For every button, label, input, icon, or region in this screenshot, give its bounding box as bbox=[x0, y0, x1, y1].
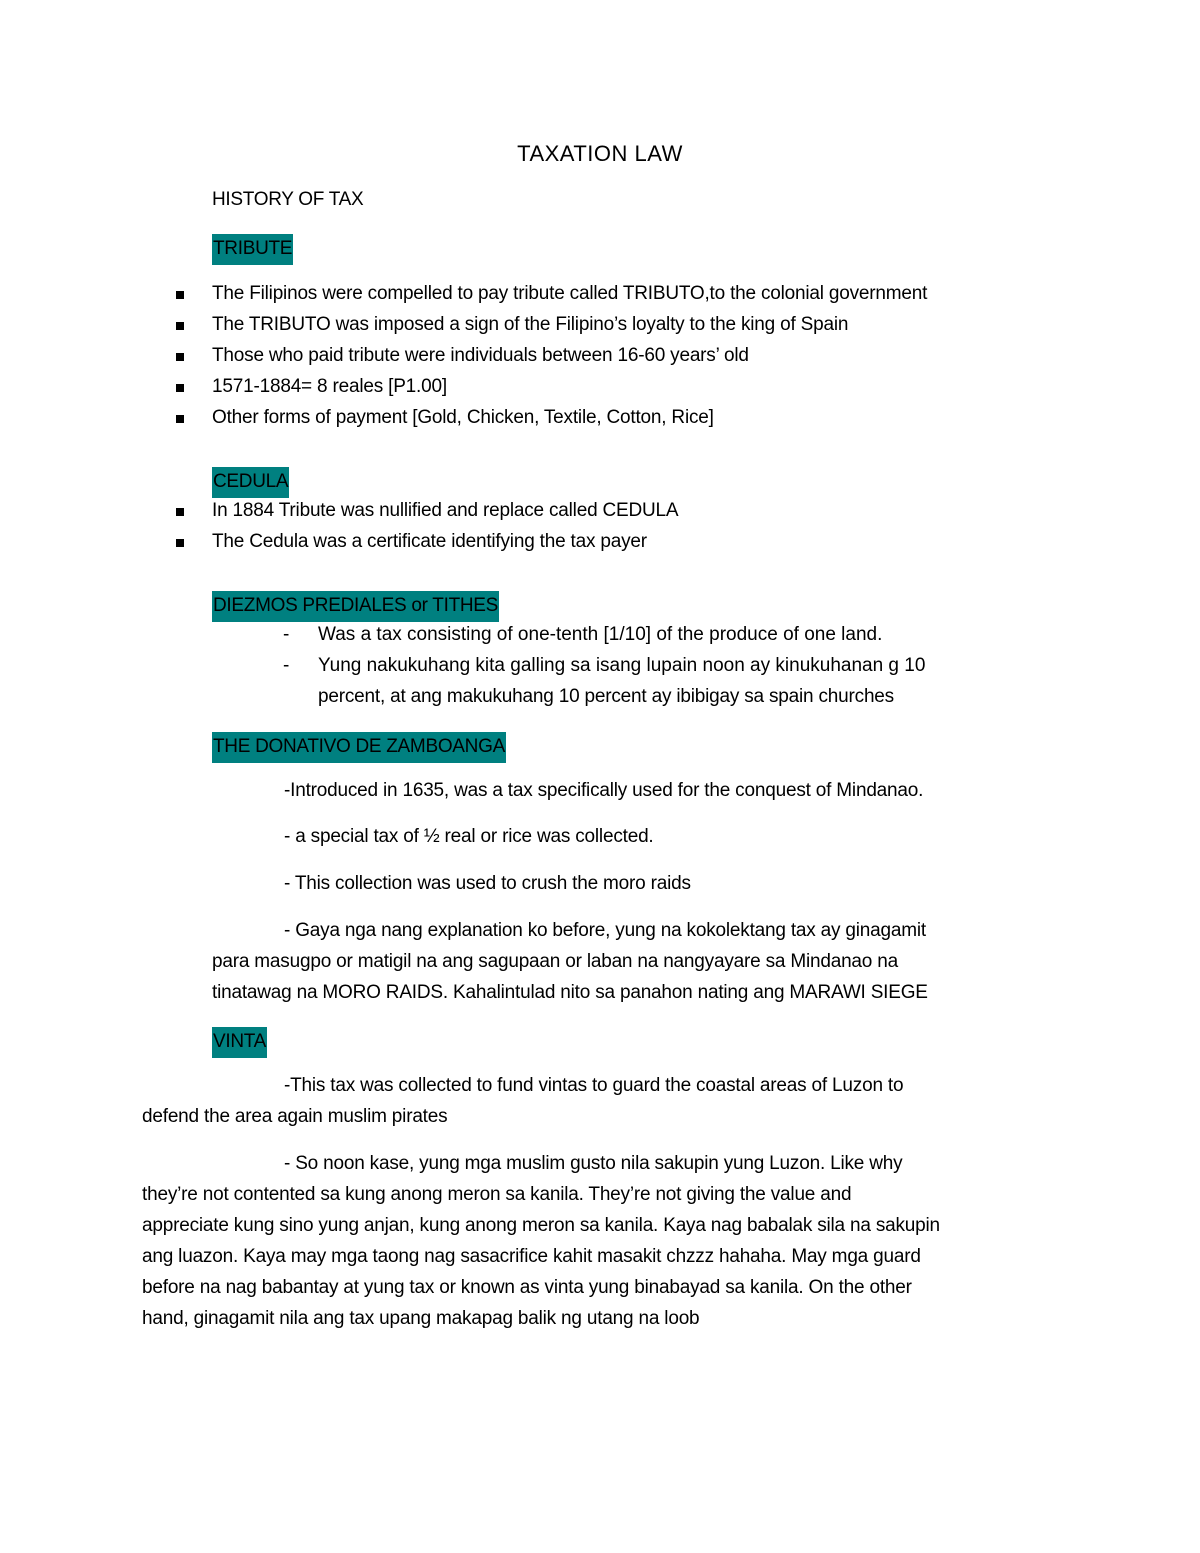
tribute-heading: TRIBUTE bbox=[212, 234, 293, 265]
paragraph-line: - Gaya nga nang explanation ko before, yung na kokolektang tax ay ginagamit bbox=[284, 920, 926, 941]
paragraph-line: - So noon kase, yung mga muslim gusto nila sakupin yung Luzon. Like why bbox=[284, 1153, 903, 1174]
bullet-square-icon bbox=[176, 291, 184, 299]
vinta-heading: VINTA bbox=[212, 1027, 267, 1058]
list-item: - Yung nakukuhang kita galling sa isang lupain noon ay kinukuhanan g 10 bbox=[283, 655, 926, 676]
bullet-square-icon bbox=[176, 415, 184, 423]
list-item: - Was a tax consisting of one-tenth [1/10] of the produce of one land. bbox=[283, 624, 883, 645]
paragraph-line: hand, ginagamit nila ang tax upang makapag balik ng utang na loob bbox=[142, 1308, 700, 1329]
bullet-square-icon bbox=[176, 508, 184, 516]
cedula-heading: CEDULA bbox=[212, 467, 289, 498]
paragraph-line: defend the area again muslim pirates bbox=[142, 1106, 448, 1127]
donativo-heading: THE DONATIVO DE ZAMBOANGA bbox=[212, 732, 506, 763]
diezmos-heading: DIEZMOS PREDIALES or TITHES bbox=[212, 591, 499, 622]
history-heading: HISTORY OF TAX bbox=[212, 189, 364, 210]
paragraph-line: tinatawag na MORO RAIDS. Kahalintulad nito sa panahon nating ang MARAWI SIEGE bbox=[212, 982, 928, 1003]
paragraph-line: ang luazon. Kaya may mga taong nag sasacrifice kahit masakit chzzz hahaha. May mga guard bbox=[142, 1246, 921, 1267]
document-page: TAXATION LAW HISTORY OF TAX TRIBUTE The Filipinos were compelled to pay tribute called TRIBUTO,to the colonial government The TRIBUTO was imposed a sign of the Filipino’s loyalty to the king of Spain Those who paid tribute were individuals between 16-60 years’ old 1571-1884= 8 reales [P1.00] Other forms of payment [Gold, Chicken, Textile, Cotton, Rice] CEDULA In 1884 Tribute was nullified and replace called CEDULA The Cedula was a certificate identifying the tax payer DIEZMOS PREDIALES or TITHES - Was a tax consisting of one-tenth [1/10] of the produce of one land. - Yung nakukuhang kita galling sa isang lupain noon ay kinukuhanan g 10 percent, at ang makukuhang 10 percent ay ibibigay sa spain churches THE DONATIVO DE ZAMBOANGA -Introduced in 1635, was a tax specifically used for the conquest of Mindanao. - a special tax of ½ real or rice was collected. - This collection was used to crush the moro raids - Gaya nga nang explanation ko before, yung na kokolektang tax ay ginagamit para masugpo or matigil na ang sagupaan or laban na nangyayare sa Mindanao na tinatawag na MORO RAIDS. Kahalintulad nito sa panahon nating ang MARAWI SIEGE VINTA -This tax was collected to fund vintas to guard the coastal areas of Luzon to defend the area again muslim pirates - So noon kase, yung mga muslim gusto nila sakupin yung Luzon. Like why they’re not contented sa kung anong meron sa kanila. They’re not giving the value and appreciate kung sino yung anjan, kung anong meron sa kanila. Kaya nag babalak sila na sakupin ang luazon. Kaya may mga taong nag sasacrifice kahit masakit chzzz hahaha. May mga guard before na nag babantay at yung tax or known as vinta yung binabayad sa kanila. On the other hand, ginagamit nila ang tax upang makapag balik ng utang na loob bbox=[0, 0, 1200, 1553]
paragraph-line: appreciate kung sino yung anjan, kung anong meron sa kanila. Kaya nag babalak sila na sakupin bbox=[142, 1215, 940, 1236]
paragraph-line: - a special tax of ½ real or rice was collected. bbox=[284, 826, 654, 847]
dash-marker: - bbox=[283, 655, 290, 676]
bullet-square-icon bbox=[176, 353, 184, 361]
paragraph-line: -Introduced in 1635, was a tax specifically used for the conquest of Mindanao. bbox=[284, 780, 924, 801]
paragraph-line: para masugpo or matigil na ang sagupaan or laban na nangyayare sa Mindanao na bbox=[212, 951, 898, 972]
bullet-square-icon bbox=[176, 322, 184, 330]
paragraph-line: before na nag babantay at yung tax or known as vinta yung binabayad sa kanila. On the other bbox=[142, 1277, 912, 1298]
dash-marker: - bbox=[283, 624, 290, 645]
bullet-square-icon bbox=[176, 384, 184, 392]
paragraph-line: -This tax was collected to fund vintas to guard the coastal areas of Luzon to bbox=[284, 1075, 904, 1096]
list-item-continuation: percent, at ang makukuhang 10 percent ay ibibigay sa spain churches bbox=[318, 686, 894, 707]
bullet-square-icon bbox=[176, 539, 184, 547]
page-title: TAXATION LAW bbox=[517, 141, 683, 166]
paragraph-line: they’re not contented sa kung anong meron sa kanila. They’re not giving the value and bbox=[142, 1184, 852, 1205]
paragraph-line: - This collection was used to crush the moro raids bbox=[284, 873, 691, 894]
